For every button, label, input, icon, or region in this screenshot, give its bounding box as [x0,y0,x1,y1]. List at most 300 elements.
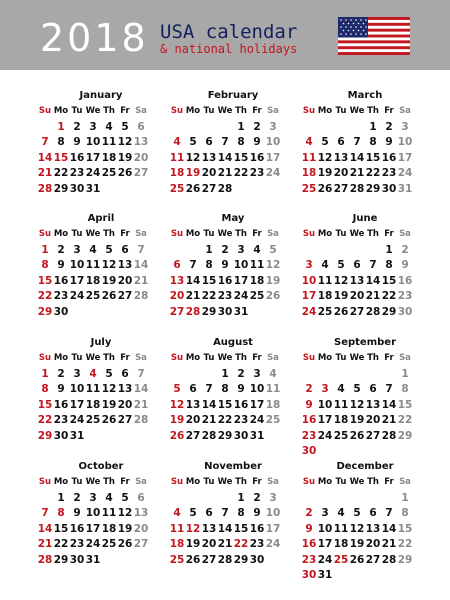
day-cell: 11 [169,522,185,535]
day-cell: 25 [101,167,117,179]
day-cell: 5 [269,243,277,256]
month-name: April [87,213,115,224]
day-cell: 18 [333,414,349,426]
month-name: December [336,461,394,472]
weekday-header: Tu [71,477,83,487]
day-cell: 22 [37,414,53,426]
day-cell: 31 [85,182,101,195]
weekday-header: Su [38,353,52,363]
day-cell: 2 [253,120,261,133]
day-cell: 4 [269,367,277,380]
day-cell: 20 [349,290,365,302]
day-cell: 13 [117,259,133,271]
month-name: May [221,213,245,224]
day-cell: 27 [133,167,149,179]
empty-cell [349,243,365,259]
day-cell: 21 [381,538,397,550]
weekday-header: Mo [53,106,69,116]
day-cell: 26 [117,538,133,550]
month-name: June [352,213,378,224]
day-cell: 12 [265,259,281,271]
day-cell: 24 [69,290,85,302]
weekday-header: Sa [135,229,147,239]
day-cell: 4 [253,243,261,256]
day-cell: 16 [53,274,69,287]
day-cell: 4 [321,259,329,271]
weekday-header: Sa [399,353,411,363]
month-april [37,211,165,320]
day-cell: 8 [205,259,213,271]
empty-cell [301,243,317,259]
day-cell: 19 [101,274,117,287]
day-cell: 6 [121,367,129,380]
weekday-header: We [349,106,365,116]
day-cell: 15 [53,522,69,535]
day-cell: 16 [301,414,317,426]
day-cell: 5 [189,507,197,519]
day-cell: 14 [201,398,217,411]
day-cell: 30 [69,553,85,566]
day-cell: 30 [53,429,69,442]
day-cell: 5 [105,367,113,380]
day-cell: 18 [169,167,185,179]
day-cell: 24 [233,290,249,302]
day-cell: 4 [173,136,181,148]
day-cell: 4 [105,491,113,504]
day-cell: 21 [381,414,397,426]
day-cell: 14 [133,259,149,271]
day-cell: 5 [121,491,129,504]
holiday-day: 4 [89,367,97,380]
day-cell: 22 [397,414,413,426]
day-cell: 2 [57,367,65,380]
day-cell: 16 [217,274,233,287]
day-cell: 29 [233,553,249,566]
day-cell: 9 [305,398,313,411]
day-cell: 10 [85,507,101,519]
day-cell: 18 [85,274,101,287]
month-may [169,211,297,320]
us-flag-icon [338,17,410,55]
day-cell: 16 [249,522,265,535]
day-cell: 19 [317,167,333,179]
day-cell: 25 [85,414,101,426]
day-cell: 23 [69,167,85,179]
day-cell: 13 [117,383,133,395]
day-cell: 30 [249,553,265,566]
day-cell: 29 [201,305,217,318]
day-cell: 15 [397,398,413,411]
day-cell: 19 [101,398,117,411]
weekday-header: Su [302,477,316,487]
weekday-header: Th [367,229,379,239]
day-cell: 26 [101,290,117,302]
weekday-header: Su [38,106,52,116]
day-cell: 17 [317,414,333,426]
day-cell: 14 [37,151,53,164]
weekday-header: Th [367,477,379,487]
day-cell: 16 [381,151,397,164]
weekday-header: Th [103,477,115,487]
day-cell: 5 [105,243,113,256]
day-cell: 29 [37,429,53,442]
day-cell: 29 [53,182,69,195]
day-cell: 21 [365,290,381,302]
day-cell: 8 [237,136,245,148]
day-cell: 13 [365,522,381,535]
day-cell: 31 [69,429,85,442]
empty-cell [333,367,349,383]
day-cell: 20 [117,274,133,287]
day-cell: 24 [85,538,101,550]
day-cell: 17 [301,290,317,302]
day-cell: 4 [89,243,97,256]
empty-cell [333,120,349,136]
day-cell: 1 [41,243,49,256]
month-name: February [207,90,259,101]
day-cell: 20 [169,290,185,302]
day-cell: 13 [365,398,381,411]
month-name: March [347,90,383,101]
empty-cell [317,367,333,383]
day-cell: 18 [317,290,333,302]
holiday-day: 28 [185,305,201,318]
day-cell: 22 [201,290,217,302]
day-cell: 2 [253,491,261,504]
empty-cell [365,367,381,383]
day-cell: 28 [381,429,397,442]
empty-cell [185,243,201,259]
day-cell: 30 [301,445,317,457]
day-cell: 12 [117,136,133,148]
day-cell: 9 [401,259,409,271]
day-cell: 1 [385,243,393,256]
day-cell: 27 [201,553,217,566]
day-cell: 14 [381,522,397,535]
weekday-header: We [349,353,365,363]
day-grid [37,227,165,320]
weekday-header: Mo [317,106,333,116]
day-cell: 17 [265,522,281,535]
weekday-header: We [217,106,233,116]
day-cell: 12 [169,398,185,411]
weekday-header: Mo [185,229,201,239]
weekday-header: Mo [53,353,69,363]
weekday-header: We [217,353,233,363]
day-cell: 7 [221,507,229,519]
weekday-header: Su [170,477,184,487]
day-cell: 14 [217,522,233,535]
day-cell: 7 [221,136,229,148]
day-cell: 12 [349,522,365,535]
day-grid [169,104,297,197]
day-cell: 17 [397,151,413,164]
day-cell: 19 [169,414,185,426]
day-cell: 16 [233,398,249,411]
day-cell: 11 [317,274,333,287]
day-cell: 6 [205,507,213,519]
day-cell: 14 [133,383,149,395]
weekday-header: We [217,229,233,239]
day-cell: 11 [85,383,101,395]
day-cell: 26 [265,290,281,302]
month-october [37,459,165,568]
day-cell: 28 [133,414,149,426]
day-cell: 7 [41,507,49,519]
weekday-header: Fr [384,477,394,487]
weekday-header: Fr [252,229,262,239]
holiday-day: 25 [333,553,349,566]
empty-cell [169,120,185,136]
day-cell: 27 [117,290,133,302]
day-cell: 8 [369,136,377,148]
weekday-header: Th [103,229,115,239]
day-cell: 12 [333,274,349,287]
day-cell: 1 [205,243,213,256]
weekday-header: Tu [335,353,347,363]
weekday-header: Mo [185,477,201,487]
day-cell: 23 [233,414,249,426]
weekday-header: Tu [335,477,347,487]
empty-cell [333,491,349,507]
day-cell: 26 [317,182,333,195]
day-grid [169,475,297,568]
day-cell: 11 [333,398,349,411]
day-cell: 3 [253,367,261,380]
weekday-header: Fr [120,106,130,116]
day-cell: 31 [317,569,333,581]
day-cell: 12 [101,259,117,271]
day-cell: 6 [205,136,213,148]
day-cell: 11 [101,136,117,148]
weekday-header: Su [170,353,184,363]
day-cell: 27 [169,305,185,318]
empty-cell [365,243,381,259]
weekday-header: Th [367,106,379,116]
weekday-header: Th [235,353,247,363]
weekday-header: Fr [252,353,262,363]
day-cell: 9 [73,136,81,148]
day-cell: 21 [185,290,201,302]
day-cell: 15 [37,398,53,411]
header-bar [0,0,450,70]
day-cell: 14 [349,151,365,164]
day-cell: 30 [233,429,249,442]
day-cell: 16 [69,522,85,535]
day-cell: 5 [173,383,181,395]
day-cell: 23 [397,290,413,302]
empty-cell [317,120,333,136]
year-label: 2018 [40,16,149,60]
holiday-day: 3 [321,383,329,395]
weekday-header: Th [235,106,247,116]
day-cell: 5 [121,120,129,133]
empty-cell [169,367,185,383]
day-cell: 17 [233,274,249,287]
day-cell: 4 [337,383,345,395]
day-grid [37,475,165,568]
day-cell: 30 [69,182,85,195]
day-cell: 25 [85,290,101,302]
day-cell: 24 [69,414,85,426]
day-cell: 28 [217,182,233,195]
day-cell: 17 [85,151,101,164]
day-cell: 7 [385,507,393,519]
day-cell: 24 [317,429,333,442]
day-cell: 26 [185,553,201,566]
weekday-header: Th [103,106,115,116]
weekday-header: Fr [384,106,394,116]
holiday-day: 22 [233,538,249,550]
day-cell: 10 [317,522,333,535]
day-grid [301,351,429,460]
day-cell: 3 [269,120,277,133]
day-cell: 19 [185,538,201,550]
day-cell: 30 [53,305,69,318]
weekday-header: Sa [399,106,411,116]
day-cell: 21 [217,167,233,179]
day-cell: 21 [201,414,217,426]
day-cell: 18 [249,274,265,287]
day-cell: 4 [173,507,181,519]
day-cell: 15 [233,151,249,164]
day-cell: 28 [37,182,53,195]
day-cell: 26 [169,429,185,442]
day-cell: 30 [217,305,233,318]
weekday-header: Mo [317,229,333,239]
day-cell: 24 [265,538,281,550]
day-cell: 5 [321,136,329,148]
month-january [37,88,165,197]
weekday-header: We [85,477,101,487]
day-cell: 21 [37,167,53,179]
empty-cell [349,367,365,383]
empty-cell [185,491,201,507]
day-cell: 1 [237,491,245,504]
day-cell: 25 [301,182,317,195]
empty-cell [217,120,233,136]
day-cell: 20 [117,398,133,411]
weekday-header: We [217,477,233,487]
day-cell: 10 [69,259,85,271]
weekday-header: Sa [267,229,279,239]
day-cell: 10 [249,383,265,395]
holiday-day: 19 [185,167,201,179]
empty-cell [333,243,349,259]
day-cell: 31 [233,305,249,318]
month-february [169,88,297,197]
weekday-header: Tu [335,229,347,239]
day-cell: 8 [41,383,49,395]
day-cell: 13 [201,151,217,164]
day-cell: 6 [137,491,145,504]
day-cell: 23 [217,290,233,302]
day-cell: 15 [217,398,233,411]
day-cell: 28 [37,553,53,566]
weekday-header: Mo [53,229,69,239]
day-cell: 27 [365,553,381,566]
month-name: July [90,337,112,348]
day-cell: 18 [169,538,185,550]
day-cell: 10 [85,136,101,148]
day-cell: 22 [365,167,381,179]
day-cell: 20 [133,151,149,164]
day-cell: 14 [37,522,53,535]
month-march [301,88,429,197]
day-cell: 25 [317,305,333,318]
weekday-header: Mo [317,353,333,363]
day-cell: 28 [365,305,381,318]
day-cell: 22 [397,538,413,550]
day-cell: 28 [133,290,149,302]
day-cell: 30 [301,569,317,581]
day-cell: 8 [237,507,245,519]
day-cell: 8 [401,507,409,519]
day-cell: 6 [121,243,129,256]
weekday-header: We [85,106,101,116]
day-cell: 11 [249,259,265,271]
empty-cell [381,491,397,507]
day-cell: 12 [185,151,201,164]
day-cell: 29 [217,429,233,442]
day-cell: 23 [381,167,397,179]
day-grid [37,351,165,444]
day-cell: 17 [85,522,101,535]
day-cell: 3 [73,243,81,256]
weekday-header: Sa [135,477,147,487]
day-cell: 20 [365,538,381,550]
day-cell: 26 [101,414,117,426]
day-cell: 3 [89,491,97,504]
month-june [301,211,429,320]
day-cell: 23 [301,429,317,442]
day-cell: 7 [137,367,145,380]
day-cell: 20 [185,414,201,426]
empty-cell [201,367,217,383]
day-cell: 20 [365,414,381,426]
day-cell: 21 [133,398,149,411]
day-cell: 29 [381,305,397,318]
day-cell: 11 [301,151,317,164]
day-cell: 13 [201,522,217,535]
month-july [37,335,165,444]
day-grid [301,104,429,197]
day-cell: 23 [249,167,265,179]
weekday-header: Fr [120,229,130,239]
day-cell: 9 [305,522,313,535]
day-cell: 24 [397,167,413,179]
day-cell: 27 [365,429,381,442]
day-cell: 27 [133,538,149,550]
day-cell: 6 [337,136,345,148]
day-cell: 19 [265,274,281,287]
day-cell: 2 [401,243,409,256]
weekday-header: Fr [384,229,394,239]
day-cell: 11 [101,507,117,519]
day-cell: 11 [333,522,349,535]
weekday-header: Su [170,106,184,116]
day-cell: 21 [217,538,233,550]
day-cell: 3 [237,243,245,256]
day-cell: 5 [189,136,197,148]
empty-cell [201,120,217,136]
weekday-header: Sa [399,477,411,487]
month-december [301,459,429,584]
day-cell: 18 [265,398,281,411]
day-cell: 25 [333,429,349,442]
weekday-header: Tu [335,106,347,116]
day-cell: 21 [349,167,365,179]
